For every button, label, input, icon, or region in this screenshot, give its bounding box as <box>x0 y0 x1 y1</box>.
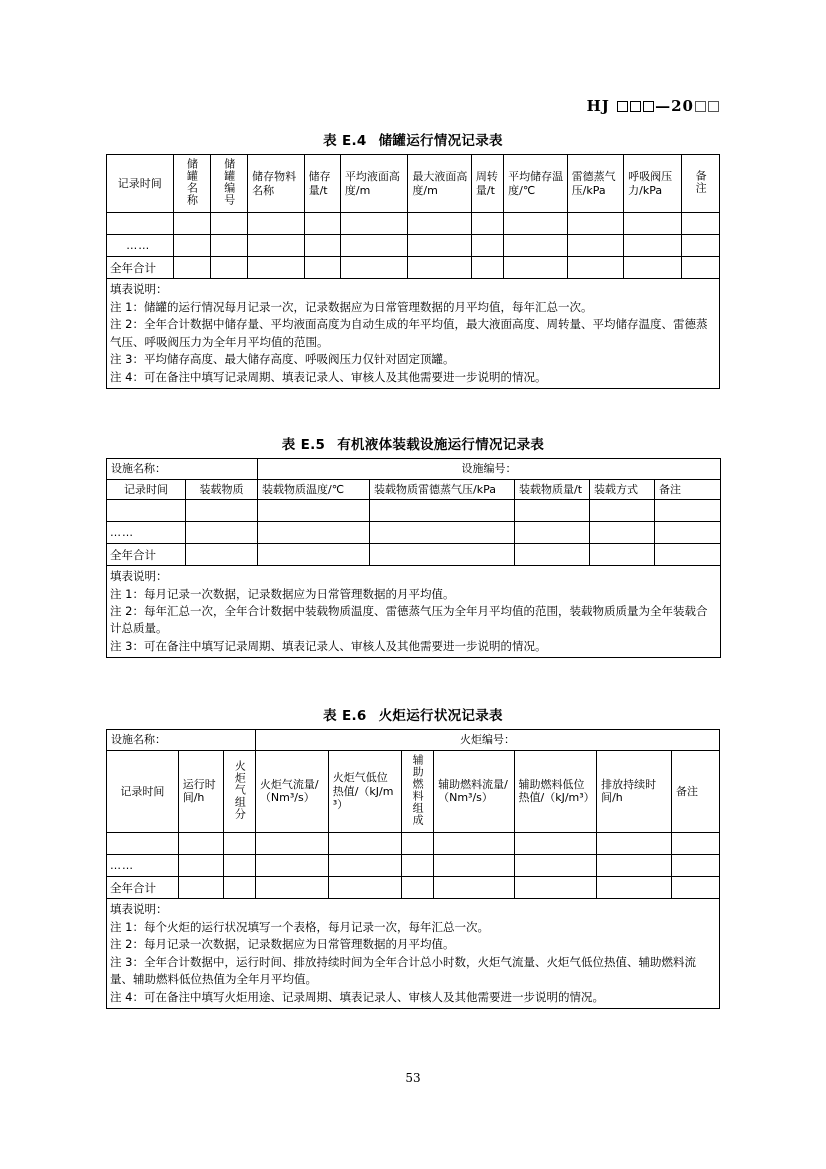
column-header-aux-fuel-flow: 辅助燃料流量/（Nm³/s） <box>434 750 514 832</box>
data-cell[interactable] <box>672 877 720 899</box>
column-header-flare-gas-flow: 火炬气流量/（Nm³/s） <box>255 750 328 832</box>
data-cell[interactable] <box>224 877 256 899</box>
row-label-cell[interactable] <box>107 500 186 522</box>
note-item: 注 4：可在备注中填写火炬用途、记录周期、填表记录人、审核人及其他需要进一步说明的情况。 <box>110 989 604 1004</box>
table-row[interactable] <box>107 235 720 257</box>
data-cell[interactable] <box>255 833 328 855</box>
table-row[interactable] <box>107 544 721 566</box>
notes-label: 填表说明： <box>110 902 168 917</box>
data-cell[interactable] <box>258 500 370 522</box>
standard-dash: — <box>655 97 672 115</box>
data-cell[interactable] <box>655 500 721 522</box>
column-header-substance-reid-vapor-pressure: 装载物质雷德蒸气压/kPa <box>370 479 515 499</box>
data-cell[interactable] <box>567 213 623 235</box>
table-e4-header-row <box>107 155 720 213</box>
data-cell[interactable] <box>504 235 568 257</box>
data-cell[interactable] <box>515 544 590 566</box>
data-cell[interactable] <box>248 213 304 235</box>
data-cell[interactable] <box>408 235 472 257</box>
row-label-annual-total[interactable]: 全年合计 <box>107 257 174 279</box>
standard-year-prefix: 20 <box>671 97 694 115</box>
note-item: 注 1：每月记录一次数据，记录数据应为日常管理数据的月平均值。 <box>110 586 455 601</box>
placeholder-box-icon <box>643 101 654 112</box>
table-e4 <box>106 154 720 389</box>
column-header-reid-vapor-pressure: 雷德蒸气压/kPa <box>567 155 623 213</box>
data-cell[interactable] <box>515 522 590 544</box>
column-header-avg-storage-temp: 平均储存温度/℃ <box>504 155 568 213</box>
data-cell[interactable] <box>328 877 401 899</box>
data-cell[interactable] <box>471 257 503 279</box>
data-cell[interactable] <box>178 855 224 877</box>
data-cell[interactable] <box>408 257 472 279</box>
data-cell[interactable] <box>624 213 681 235</box>
data-cell[interactable] <box>434 833 514 855</box>
data-cell[interactable] <box>597 833 672 855</box>
note-item: 注 3：全年合计数据中，运行时间、排放持续时间为全年合计总小时数，火炬气流量、火炬气低位热值、辅助燃料流量、辅助燃料低位热值为全年月平均值。 <box>110 954 696 987</box>
table-row[interactable] <box>107 500 721 522</box>
column-header-remarks: 备注 <box>681 155 719 213</box>
table-e6-topfields-row <box>107 730 720 750</box>
data-cell[interactable] <box>304 213 340 235</box>
data-cell[interactable] <box>597 877 672 899</box>
column-header-material-name: 储存物料名称 <box>248 155 304 213</box>
data-cell[interactable] <box>178 833 224 855</box>
data-cell[interactable] <box>173 257 210 279</box>
table-e5-title-text: 有机液体装载设施运行情况记录表 <box>337 437 545 454</box>
standard-prefix: HJ <box>586 97 610 115</box>
standard-header-code <box>106 0 720 115</box>
data-cell[interactable] <box>248 257 304 279</box>
data-cell[interactable] <box>304 235 340 257</box>
note-item: 注 1：每个火炬的运行状况填写一个表格，每月记录一次，每年汇总一次。 <box>110 919 489 934</box>
data-cell[interactable] <box>340 257 408 279</box>
data-cell[interactable] <box>224 833 256 855</box>
table-e4-title <box>106 129 720 149</box>
table-row[interactable] <box>107 877 720 899</box>
table-row[interactable] <box>107 833 720 855</box>
page-number: 53 <box>405 1071 421 1085</box>
column-header-flare-gas-composition: 火炬气组分 <box>224 750 256 832</box>
data-cell[interactable] <box>224 855 256 877</box>
data-cell[interactable] <box>370 500 515 522</box>
data-cell[interactable] <box>624 235 681 257</box>
column-header-substance-temp: 装载物质温度/℃ <box>258 479 370 499</box>
data-cell[interactable] <box>401 877 434 899</box>
data-cell[interactable] <box>681 213 719 235</box>
data-cell[interactable] <box>681 235 719 257</box>
row-label-ellipsis[interactable]: …… <box>107 235 174 257</box>
data-cell[interactable] <box>210 257 247 279</box>
data-cell[interactable] <box>597 855 672 877</box>
column-header-record-time: 记录时间 <box>107 479 186 499</box>
table-e5-notes-row <box>107 566 721 658</box>
table-e6-title-number: 表 E.6 <box>323 708 367 725</box>
data-cell[interactable] <box>258 544 370 566</box>
data-cell[interactable] <box>210 213 247 235</box>
table-e4-notes <box>107 279 720 389</box>
note-item: 注 3：平均储存高度、最大储存高度、呼吸阀压力仅针对固定顶罐。 <box>110 352 455 367</box>
data-cell[interactable] <box>672 855 720 877</box>
table-e6-header-row <box>107 750 720 832</box>
table-e5-title-number: 表 E.5 <box>281 437 326 454</box>
data-cell[interactable] <box>655 544 721 566</box>
note-item: 注 4：可在备注中填写记录周期、填表记录人、审核人及其他需要进一步说明的情况。 <box>110 369 547 384</box>
data-cell[interactable] <box>515 500 590 522</box>
notes-label: 填表说明： <box>110 282 168 297</box>
note-item: 注 2：全年合计数据中储存量、平均液面高度为自动生成的年平均值，最大液面高度、周转量、平均储存温度、雷德蒸气压、呼吸阀压力为全年月平均值的范围。 <box>110 317 708 349</box>
column-header-aux-fuel-composition: 辅助燃料组成 <box>401 750 434 832</box>
row-label-ellipsis[interactable]: …… <box>107 855 179 877</box>
note-item: 注 3：可在备注中填写记录周期、填表记录人、审核人及其他需要进一步说明的情况。 <box>110 638 547 653</box>
data-cell[interactable] <box>340 235 408 257</box>
column-header-substance-mass: 装载物质量/t <box>515 479 590 499</box>
table-row[interactable] <box>107 855 720 877</box>
data-cell[interactable] <box>255 855 328 877</box>
column-header-aux-fuel-lhv: 辅助燃料低位热值/（kJ/m³） <box>514 750 597 832</box>
column-header-loading-method: 装载方式 <box>590 479 655 499</box>
column-header-tank-number: 储罐编号 <box>210 155 247 213</box>
table-e6-title <box>106 704 720 724</box>
data-cell[interactable] <box>514 877 597 899</box>
data-cell[interactable] <box>434 877 514 899</box>
column-header-tank-name: 储罐名称 <box>173 155 210 213</box>
table-e5 <box>106 458 721 658</box>
column-header-flare-gas-lhv: 火炬气低位热值/（kJ/m³） <box>328 750 401 832</box>
note-item: 注 2：每月记录一次数据，记录数据应为日常管理数据的月平均值。 <box>110 937 455 952</box>
table-e5-title <box>106 433 720 453</box>
data-cell[interactable] <box>624 257 681 279</box>
data-cell[interactable] <box>255 877 328 899</box>
data-cell[interactable] <box>210 235 247 257</box>
note-item: 注 2：每年汇总一次，全年合计数据中装载物质温度、雷德蒸气压为全年月平均值的范围，装载物质质量为全年装载合计总质量。 <box>110 603 708 636</box>
column-header-record-time: 记录时间 <box>107 750 179 832</box>
notes-label: 填表说明： <box>110 569 168 584</box>
table-e5-notes <box>107 566 721 658</box>
data-cell[interactable] <box>401 833 434 855</box>
data-cell[interactable] <box>328 833 401 855</box>
data-cell[interactable] <box>471 235 503 257</box>
field-facility-number[interactable]: 设施编号： <box>258 459 721 479</box>
data-cell[interactable] <box>370 522 515 544</box>
data-cell[interactable] <box>590 500 655 522</box>
row-label-annual-total[interactable]: 全年合计 <box>107 544 186 566</box>
data-cell[interactable] <box>328 855 401 877</box>
data-cell[interactable] <box>655 522 721 544</box>
row-label-cell[interactable] <box>107 213 174 235</box>
data-cell[interactable] <box>514 833 597 855</box>
data-cell[interactable] <box>672 833 720 855</box>
column-header-storage-amount: 储存量/t <box>304 155 340 213</box>
data-cell[interactable] <box>567 257 623 279</box>
data-cell[interactable] <box>178 877 224 899</box>
data-cell[interactable] <box>186 522 258 544</box>
placeholder-box-icon <box>617 101 628 112</box>
data-cell[interactable] <box>434 855 514 877</box>
row-label-annual-total[interactable]: 全年合计 <box>107 877 179 899</box>
data-cell[interactable] <box>590 522 655 544</box>
column-header-operating-time: 运行时间/h <box>178 750 224 832</box>
column-header-remarks: 备注 <box>672 750 720 832</box>
data-cell[interactable] <box>370 544 515 566</box>
data-cell[interactable] <box>173 235 210 257</box>
data-cell[interactable] <box>471 213 503 235</box>
data-cell[interactable] <box>186 544 258 566</box>
field-facility-name[interactable]: 设施名称： <box>107 730 256 750</box>
column-header-loading-substance: 装载物质 <box>186 479 258 499</box>
column-header-breather-valve-pressure: 呼吸阀压力/kPa <box>624 155 681 213</box>
table-e5-topfields-row <box>107 459 721 479</box>
table-e6 <box>106 729 720 1009</box>
table-row[interactable] <box>107 213 720 235</box>
table-e6-title-text: 火炬运行状况记录表 <box>378 708 503 725</box>
table-row[interactable] <box>107 257 720 279</box>
placeholder-box-icon <box>630 101 641 112</box>
row-label-cell[interactable] <box>107 833 179 855</box>
placeholder-box-icon <box>708 101 719 112</box>
data-cell[interactable] <box>258 522 370 544</box>
row-label-ellipsis[interactable]: …… <box>107 522 186 544</box>
data-cell[interactable] <box>681 257 719 279</box>
data-cell[interactable] <box>504 257 568 279</box>
note-item: 注 1：储罐的运行情况每月记录一次，记录数据应为日常管理数据的月平均值，每年汇总一次。 <box>110 299 593 314</box>
column-header-record-time: 记录时间 <box>107 155 174 213</box>
field-flare-number[interactable]: 火炬编号： <box>255 730 719 750</box>
table-e6-notes-row <box>107 899 720 1009</box>
data-cell[interactable] <box>173 213 210 235</box>
table-e4-notes-row <box>107 279 720 389</box>
data-cell[interactable] <box>304 257 340 279</box>
data-cell[interactable] <box>408 213 472 235</box>
column-header-avg-liquid-height: 平均液面高度/m <box>340 155 408 213</box>
table-e4-title-text: 储罐运行情况记录表 <box>378 133 503 149</box>
data-cell[interactable] <box>514 855 597 877</box>
table-e4-title-number: 表 E.4 <box>323 133 367 149</box>
column-header-turnover: 周转量/t <box>471 155 503 213</box>
data-cell[interactable] <box>340 213 408 235</box>
column-header-discharge-duration: 排放持续时间/h <box>597 750 672 832</box>
data-cell[interactable] <box>186 500 258 522</box>
data-cell[interactable] <box>567 235 623 257</box>
column-header-remarks: 备注 <box>655 479 721 499</box>
placeholder-box-icon <box>695 101 706 112</box>
data-cell[interactable] <box>590 544 655 566</box>
field-facility-name[interactable]: 设施名称： <box>107 459 258 479</box>
table-e6-notes <box>107 899 720 1009</box>
data-cell[interactable] <box>401 855 434 877</box>
table-e5-header-row <box>107 479 721 499</box>
column-header-max-liquid-height: 最大液面高度/m <box>408 155 472 213</box>
data-cell[interactable] <box>248 235 304 257</box>
data-cell[interactable] <box>504 213 568 235</box>
table-row[interactable] <box>107 522 721 544</box>
